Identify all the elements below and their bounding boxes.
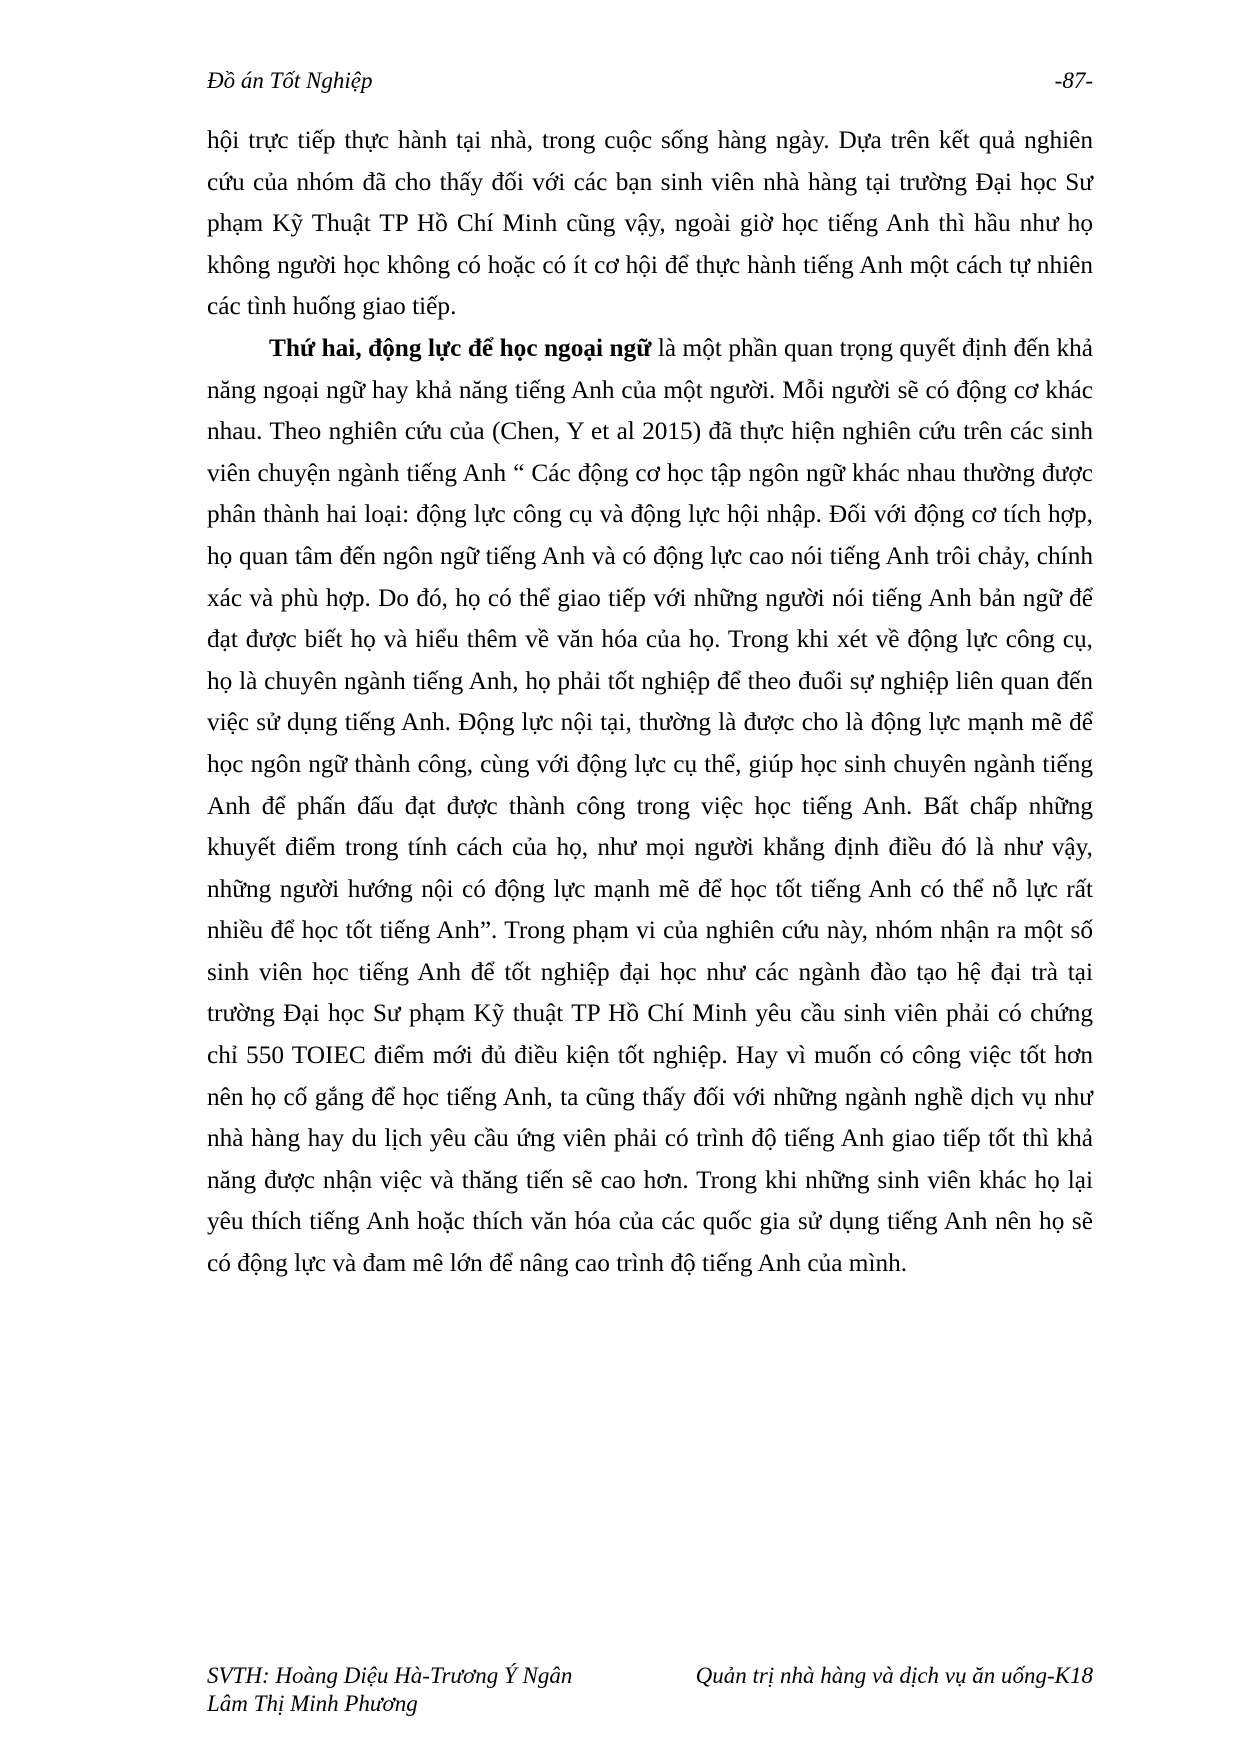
- footer-authors-continued: Lâm Thị Minh Phương: [207, 1691, 418, 1716]
- footer-authors: SVTH: Hoàng Diệu Hà-Trương Ý Ngân: [207, 1663, 573, 1688]
- page-number: -87-: [1054, 68, 1093, 93]
- footer-row: [207, 1662, 1093, 1690]
- paragraph-bold-lead: Thứ hai, động lực để học ngoại ngữ: [269, 333, 652, 362]
- paragraph-body: là một phần quan trọng quyết định đến khả năng ngoại ngữ hay khả năng tiếng Anh của một người. Mỗi người sẽ có động cơ khác nhau. Theo nghiên cứu của (Chen, Y et al 2015) đã thực hiện nghiên cứu trên các sinh viên chuyện ngành tiếng Anh “ Các động cơ học tập ngôn ngữ khác nhau thường được phân thành hai loại: động lực công cụ và động lực hội nhập. Đối với động cơ tích hợp, họ quan tâm đến ngôn ngữ tiếng Anh và có động lực cao nói tiếng Anh trôi chảy, chính xác và phù hợp. Do đó, họ có thể giao tiếp với những người nói tiếng Anh bản ngữ để đạt được biết họ và hiểu thêm về văn hóa của họ. Trong khi xét về động lực công cụ, họ là chuyên ngành tiếng Anh, họ phải tốt nghiệp để theo đuổi sự nghiệp liên quan đến việc sử dụng tiếng Anh. Động lực nội tại, thường là được cho là động lực mạnh mẽ để học ngôn ngữ thành công, cùng với động lực cụ thể, giúp học sinh chuyên ngành tiếng Anh để phấn đấu đạt được thành công trong việc học tiếng Anh. Bất chấp những khuyết điểm trong tính cách của họ, như mọi người khẳng định điều đó là như vậy, những người hướng nội có động lực mạnh mẽ để học tốt tiếng Anh có thể nỗ lực rất nhiều để học tốt tiếng Anh”. Trong phạm vi của nghiên cứu này, nhóm nhận ra một số sinh viên học tiếng Anh để tốt nghiệp đại học như các ngành đào tạo hệ đại trà tại trường Đại học Sư phạm Kỹ thuật TP Hồ Chí Minh yêu cầu sinh viên phải có chứng chỉ 550 TOIEC điểm mới đủ điều kiện tốt nghiệp. Hay vì muốn có công việc tốt hơn nên họ cố gắng để học tiếng Anh, ta cũng thấy đối với những ngành nghề dịch vụ như nhà hàng hay du lịch yêu cầu ứng viên phải có trình độ tiếng Anh giao tiếp tốt thì khả năng được nhận việc và thăng tiến sẽ cao hơn. Trong khi những sinh viên khác họ lại yêu thích tiếng Anh hoặc thích văn hóa của các quốc gia sử dụng tiếng Anh nên họ sẽ có động lực và đam mê lớn để nâng cao trình độ tiếng Anh của mình.: [207, 333, 1093, 1278]
- body-text: [207, 120, 1093, 1285]
- footer-program: Quản trị nhà hàng và dịch vụ ăn uống-K18: [695, 1663, 1093, 1688]
- page-header: [207, 68, 1093, 100]
- paragraph-motivation: [207, 328, 1093, 1285]
- paragraph-continuation: hội trực tiếp thực hành tại nhà, trong cuộc sống hàng ngày. Dựa trên kết quả nghiên cứu của nhóm đã cho thấy đối với các bạn sinh viên nhà hàng tại trường Đại học Sư phạm Kỹ Thuật TP Hồ Chí Minh cũng vậy, ngoài giờ học tiếng Anh thì hầu như họ không người học không có hoặc có ít cơ hội để thực hành tiếng Anh một cách tự nhiên các tình huống giao tiếp.: [207, 126, 1093, 321]
- page-footer: [207, 1662, 1093, 1718]
- header-title: Đồ án Tốt Nghiệp: [207, 68, 373, 93]
